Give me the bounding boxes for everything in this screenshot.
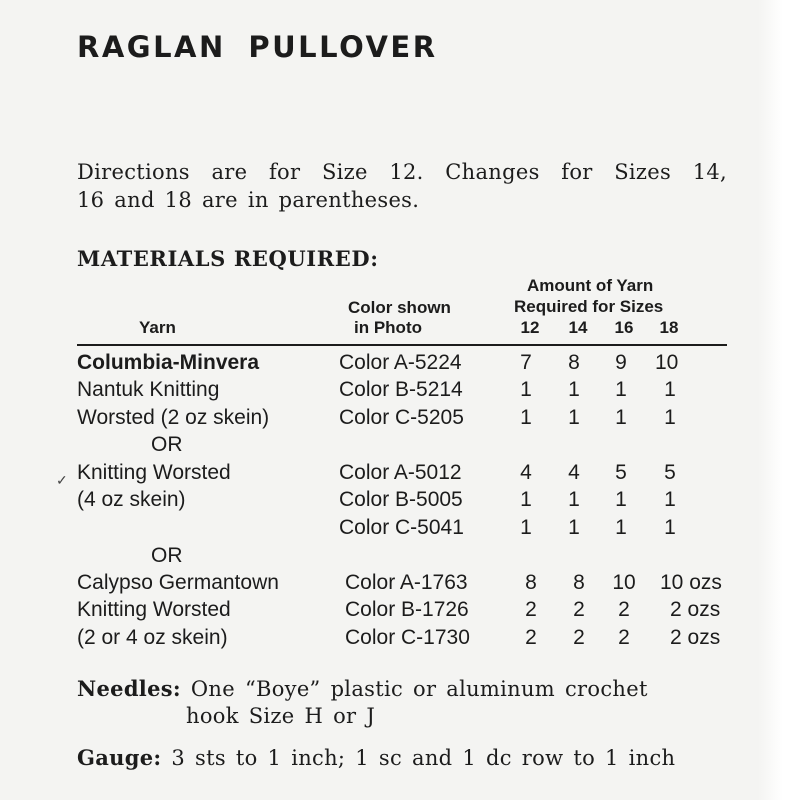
amount-size-16: 2 — [618, 598, 630, 621]
amount-size-14: 8 — [573, 571, 585, 594]
amount-size-18: 1 — [664, 406, 676, 429]
color-code: Color C-5041 — [339, 516, 464, 539]
header-color-line2: in Photo — [354, 318, 422, 337]
amount-size-18: 2 ozs — [670, 598, 721, 621]
yarn-name: Worsted (2 oz skein) — [77, 406, 270, 429]
amount-size-12: 7 — [520, 351, 532, 374]
needles-note — [77, 675, 648, 703]
header-size-12: 12 — [520, 318, 540, 337]
color-code: Color A-1763 — [345, 571, 468, 594]
yarn-name: Columbia-Minvera — [77, 351, 260, 374]
amount-size-14: 4 — [568, 461, 580, 484]
or-separator: OR — [151, 433, 183, 456]
amount-size-16: 1 — [615, 516, 627, 539]
amount-size-12: 4 — [520, 461, 532, 484]
color-code: Color B-5214 — [339, 378, 463, 401]
yarn-name: Nantuk Knitting — [77, 378, 220, 401]
needles-text: One “Boye” plastic or aluminum crochet — [190, 677, 648, 701]
amount-size-12: 1 — [520, 406, 532, 429]
color-code: Color C-5205 — [339, 406, 464, 429]
intro-line-2: 16 and 18 are in parentheses. — [77, 188, 420, 212]
gauge-note — [77, 744, 675, 772]
page-edge — [758, 0, 800, 800]
amount-size-14: 2 — [573, 626, 585, 649]
amount-size-14: 1 — [568, 516, 580, 539]
color-code: Color B-5005 — [339, 488, 463, 511]
color-code: Color A-5012 — [339, 461, 462, 484]
intro-line-1: Directions are for Size 12. Changes for Sizes 14, — [77, 160, 727, 184]
amount-size-14: 1 — [568, 378, 580, 401]
amount-size-12: 8 — [525, 571, 537, 594]
amount-size-18: 5 — [664, 461, 676, 484]
amount-size-16: 10 — [612, 571, 636, 594]
header-rule — [77, 344, 727, 346]
amount-size-14: 8 — [568, 351, 580, 374]
amount-size-18: 2 ozs — [670, 626, 721, 649]
amount-size-16: 5 — [615, 461, 627, 484]
amount-size-16: 2 — [618, 626, 630, 649]
color-code: Color A-5224 — [339, 351, 462, 374]
amount-size-14: 1 — [568, 488, 580, 511]
needles-label: Needles: — [77, 676, 181, 701]
header-amount-line1: Amount of Yarn — [527, 276, 654, 295]
amount-size-12: 1 — [520, 378, 532, 401]
amount-size-16: 1 — [615, 488, 627, 511]
amount-size-16: 9 — [615, 351, 627, 374]
header-amount-line2: Required for Sizes — [514, 297, 664, 316]
or-separator: OR — [151, 544, 183, 567]
header-size-18: 18 — [659, 318, 679, 337]
stray-mark: ✓ — [56, 474, 68, 489]
header-color-line1: Color shown — [348, 298, 451, 317]
amount-size-12: 2 — [525, 626, 537, 649]
color-code: Color B-1726 — [345, 598, 469, 621]
color-code: Color C-1730 — [345, 626, 470, 649]
amount-size-12: 2 — [525, 598, 537, 621]
amount-size-18: 10 — [655, 351, 679, 374]
materials-heading: MATERIALS REQUIRED: — [77, 246, 379, 271]
yarn-name: (4 oz skein) — [77, 488, 186, 511]
amount-size-18: 10 ozs — [660, 571, 722, 594]
header-size-14: 14 — [568, 318, 588, 337]
yarn-name: Knitting Worsted — [77, 598, 231, 621]
gauge-label: Gauge: — [77, 745, 162, 770]
header-yarn: Yarn — [139, 318, 176, 337]
amount-size-14: 2 — [573, 598, 585, 621]
amount-size-14: 1 — [568, 406, 580, 429]
needles-text-line-2: hook Size H or J — [186, 704, 376, 728]
page-title: RAGLAN PULLOVER — [77, 30, 438, 64]
amount-size-12: 1 — [520, 516, 532, 539]
amount-size-16: 1 — [615, 406, 627, 429]
header-size-16: 16 — [614, 318, 634, 337]
yarn-name: Knitting Worsted — [77, 461, 231, 484]
amount-size-18: 1 — [664, 516, 676, 539]
yarn-name: (2 or 4 oz skein) — [77, 626, 228, 649]
yarn-name: Calypso Germantown — [77, 571, 279, 594]
amount-size-12: 1 — [520, 488, 532, 511]
gauge-text: 3 sts to 1 inch; 1 sc and 1 dc row to 1 inch — [171, 746, 676, 770]
amount-size-16: 1 — [615, 378, 627, 401]
amount-size-18: 1 — [664, 488, 676, 511]
amount-size-18: 1 — [664, 378, 676, 401]
